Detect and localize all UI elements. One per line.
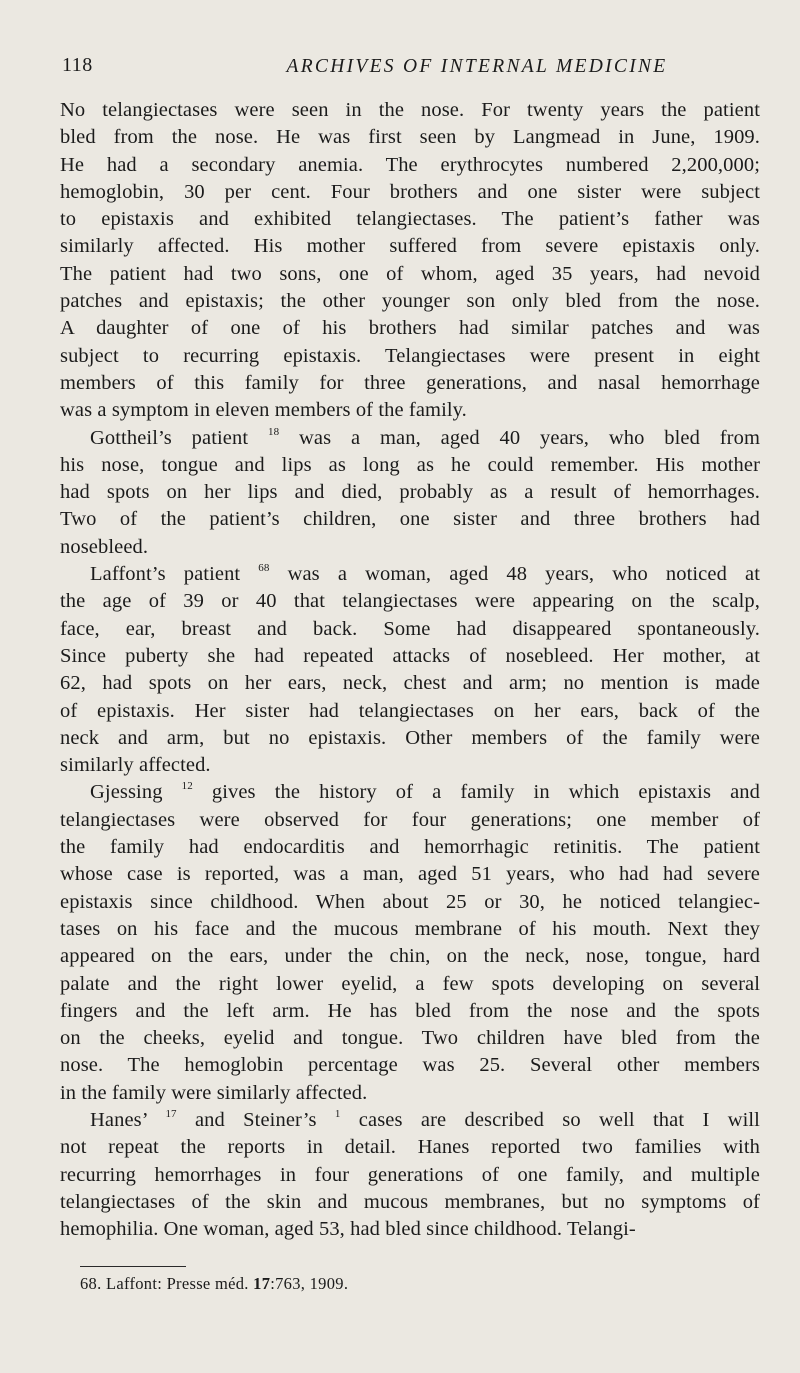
text-line: to epistaxis and exhibited telangiectases. The patient’s father was <box>60 208 760 231</box>
text-line: The patient had two sons, one of whom, aged 35 years, had nevoid <box>60 262 760 285</box>
text-line: in the family were similarly affected. <box>60 1081 368 1104</box>
text-line: palate and the right lower eyelid, a few spots developing on several <box>60 972 760 995</box>
text-line: his nose, tongue and lips as long as he could remember. His mother <box>60 453 760 476</box>
text-line: A daughter of one of his brothers had similar patches and was <box>60 317 760 340</box>
text-line: subject to recurring epistaxis. Telangiectases were present in eight <box>60 344 760 367</box>
text-line: members of this family for three generations, and nasal hemorrhage <box>60 371 760 394</box>
text-line: neck and arm, but no epistaxis. Other members of the family were <box>60 726 760 749</box>
text-line: 62, had spots on her ears, neck, chest and arm; no mention is made <box>60 672 760 695</box>
text-line: Laffont’s patient $^{68}$ was a woman, aged 48 years, who noticed at <box>90 562 760 586</box>
text-line: had spots on her lips and died, probably as a result of hemorrhages. <box>60 481 760 504</box>
text-line: patches and epistaxis; the other younger son only bled from the nose. <box>60 290 760 313</box>
page-header <box>62 54 752 84</box>
text-line: similarly affected. <box>60 754 211 777</box>
paragraph <box>60 97 760 425</box>
page-number: 118 <box>62 54 93 76</box>
paragraph <box>60 425 760 561</box>
text-line: fingers and the left arm. He has bled from the nose and the spots <box>60 999 760 1022</box>
body-text <box>60 97 760 1243</box>
text-line: He had a secondary anemia. The erythrocytes numbered 2,200,000; <box>60 153 760 176</box>
footnote-journal: Presse méd. <box>166 1274 249 1293</box>
running-head: ARCHIVES OF INTERNAL MEDICINE <box>286 56 668 77</box>
reference-marker: 1 <box>334 1107 341 1120</box>
footnote-volume: 17 <box>253 1274 271 1293</box>
footnote-rule <box>80 1266 186 1267</box>
reference-marker: 68 <box>258 562 270 575</box>
text-line: on the cheeks, eyelid and tongue. Two children have bled from the <box>60 1027 760 1050</box>
text-line: Two of the patient’s children, one sister and three brothers had <box>60 508 760 531</box>
text-line: nosebleed. <box>60 535 149 558</box>
footnote-number: 68. <box>80 1274 102 1293</box>
text-line: telangiectases of the skin and mucous membranes, but no symptoms of <box>60 1190 760 1213</box>
reference-marker: 18 <box>267 425 280 438</box>
text-line: similarly affected. His mother suffered from severe epistaxis only. <box>60 235 760 258</box>
text-line: the age of 39 or 40 that telangiectases were appearing on the scalp, <box>60 590 760 613</box>
footnote <box>80 1274 348 1294</box>
text-line: was a symptom in eleven members of the family. <box>60 399 467 422</box>
footnote-pages-year: :763, 1909. <box>270 1274 349 1293</box>
text-line: face, ear, breast and back. Some had disappeared spontaneously. <box>60 617 760 640</box>
text-line: nose. The hemoglobin percentage was 25. Several other members <box>60 1054 760 1077</box>
text-line: recurring hemorrhages in four generations of one family, and multiple <box>60 1163 760 1186</box>
paragraph <box>60 779 760 1107</box>
text-line: telangiectases were observed for four generations; one member of <box>60 808 760 831</box>
text-line: whose case is reported, was a man, aged 51 years, who had had severe <box>60 863 760 886</box>
text-line: hemophilia. One woman, aged 53, had bled since childhood. Telangi- <box>60 1218 636 1241</box>
reference-marker: 17 <box>165 1107 177 1120</box>
text-line: No telangiectases were seen in the nose. For twenty years the patient <box>60 99 760 121</box>
text-line: not repeat the reports in detail. Hanes reported two families with <box>60 1136 760 1159</box>
reference-marker: 12 <box>181 780 193 793</box>
text-line: Gottheil’s patient $^{18}$ was a man, aged 40 years, who bled from <box>90 425 760 449</box>
paragraph <box>60 561 760 779</box>
text-line: hemoglobin, 30 per cent. Four brothers and one sister were subject <box>60 180 760 203</box>
text-line: Hanes’ $^{17}$ and Steiner’s $^1$ cases are described so well that I will <box>90 1107 760 1131</box>
text-line: Since puberty she had repeated attacks of nosebleed. Her mother, at <box>60 644 760 667</box>
text-line: bled from the nose. He was first seen by Langmead in June, 1909. <box>60 126 760 149</box>
footnote-author: Laffont: <box>105 1274 163 1293</box>
text-line: tases on his face and the mucous membrane of his mouth. Next they <box>60 917 760 940</box>
text-line: Gjessing $^{12}$ gives the history of a family in which epistaxis and <box>90 780 760 804</box>
text-line: of epistaxis. Her sister had telangiectases on her ears, back of the <box>60 699 760 722</box>
text-line: epistaxis since childhood. When about 25 or 30, he noticed telangiec- <box>60 890 760 913</box>
paragraph <box>60 1107 760 1243</box>
text-line: appeared on the ears, under the chin, on the neck, nose, tongue, hard <box>60 945 760 968</box>
text-line: the family had endocarditis and hemorrhagic retinitis. The patient <box>60 836 760 859</box>
